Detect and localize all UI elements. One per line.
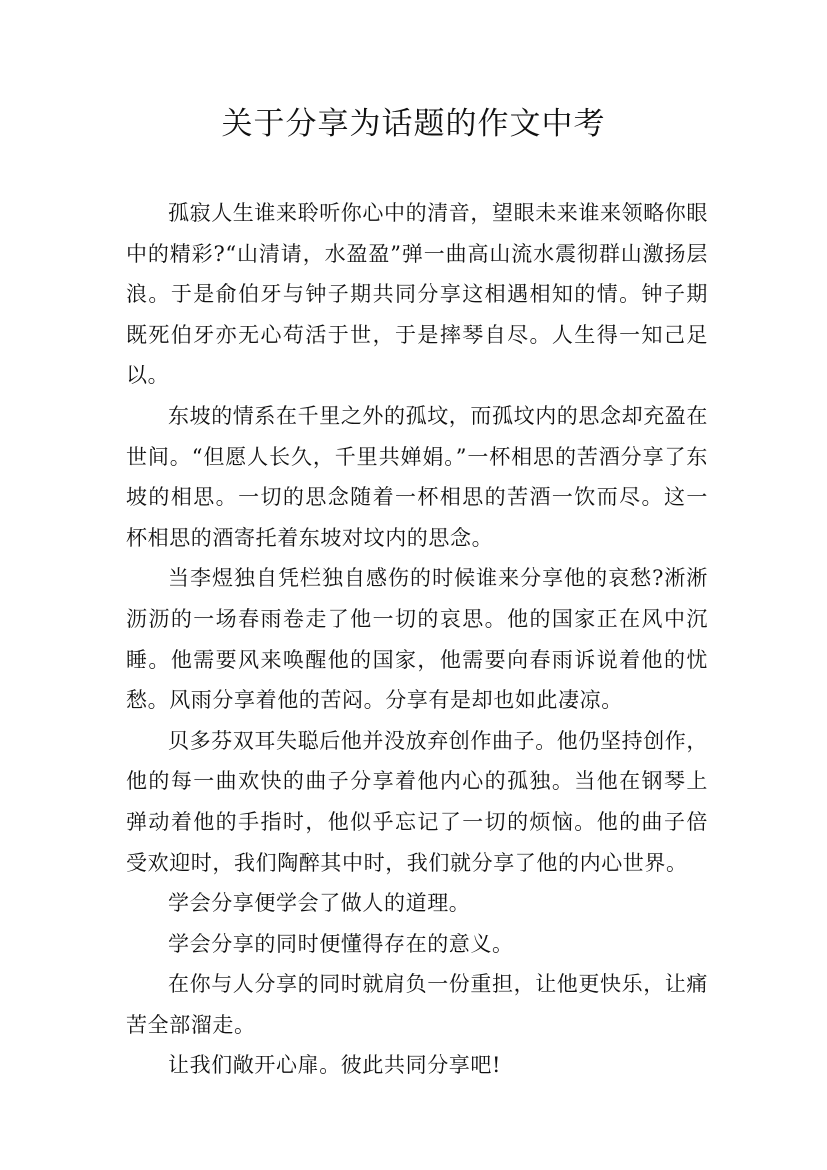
paragraph-7: 在你与人分享的同时就肩负一份重担，让他更快乐，让痛苦全部溜走。 [126, 972, 708, 1037]
paragraph-1: 孤寂人生谁来聆听你心中的清音，望眼未来谁来领略你眼中的精彩?“山清请，水盈盈”弹一曲高山流水震彻群山激扬层浪。于是俞伯牙与钟子期共同分享这相遇相知的情。钟子期既死伯牙亦无心苟活于世，于是摔琴自尽。人生得一知己足以。 [126, 201, 708, 388]
paragraph-6: 学会分享的同时便懂得存在的意义。 [168, 931, 514, 956]
paragraph-3: 当李煜独自凭栏独自感伤的时候谁来分享他的哀愁?淅淅沥沥的一场春雨卷走了他一切的哀思。他的国家正在风中沉睡。他需要风来唤醒他的国家，他需要向春雨诉说着他的忧愁。风雨分享着他的苦闷。分享有是却也如此凄凉。 [126, 566, 708, 713]
paragraph-2: 东坡的情系在千里之外的孤坟，而孤坟内的思念却充盈在世间。“但愿人长久，千里共婵娟。”一杯相思的苦酒分享了东坡的相思。一切的思念随着一杯相思的苦酒一饮而尽。这一杯相思的酒寄托着东坡对坟内的思念。 [126, 403, 708, 550]
paragraph-8: 让我们敞开心扉。彼此共同分享吧! [168, 1053, 502, 1078]
paragraph-5: 学会分享便学会了做人的道理。 [168, 891, 471, 916]
page-title: 关于分享为话题的作文中考 [221, 106, 606, 142]
article-body [126, 193, 708, 1086]
paragraph-4: 贝多芬双耳失聪后他并没放弃创作曲子。他仍坚持创作，他的每一曲欢快的曲子分享着他内心的孤独。当他在钢琴上弹动着他的手指时，他似乎忘记了一切的烦恼。他的曲子倍受欢迎时，我们陶醉其中时，我们就分享了他的内心世界。 [126, 728, 708, 875]
